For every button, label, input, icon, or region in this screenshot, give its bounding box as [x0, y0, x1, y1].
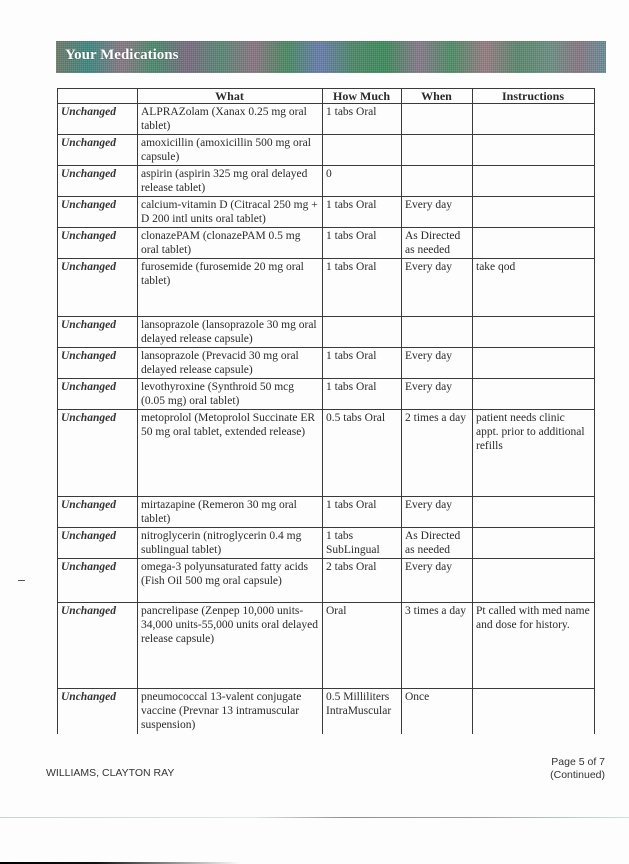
status-cell: Unchanged [58, 379, 138, 410]
what-cell: lansoprazole (lansoprazole 30 mg oral delayed release capsule) [138, 317, 323, 348]
instructions-cell [473, 104, 595, 135]
how-much-cell [323, 317, 402, 348]
instructions-cell [473, 689, 595, 734]
when-cell: 3 times a day [402, 603, 473, 689]
how-much-cell: 1 tabs Oral [323, 379, 402, 410]
status-cell: Unchanged [58, 317, 138, 348]
what-cell: amoxicillin (amoxicillin 500 mg oral capsule) [138, 135, 323, 166]
page-indicator [550, 756, 605, 782]
status-cell: Unchanged [58, 410, 138, 497]
table-row [58, 689, 595, 734]
instructions-cell [473, 559, 595, 603]
instructions-cell [473, 135, 595, 166]
table-row [58, 104, 595, 135]
how-much-cell [323, 135, 402, 166]
what-cell: pancrelipase (Zenpep 10,000 units-34,000 units-55,000 units oral delayed release capsule) [138, 603, 323, 689]
instructions-cell: Pt called with med name and dose for history. [473, 603, 595, 689]
how-much-cell: 1 tabs Oral [323, 259, 402, 317]
table-row [58, 379, 595, 410]
instructions-cell [473, 197, 595, 228]
table-row [58, 410, 595, 497]
page-divider [0, 817, 629, 818]
when-cell: Every day [402, 497, 473, 528]
instructions-cell [473, 166, 595, 197]
table-row [58, 603, 595, 689]
how-much-cell: 0.5 Milliliters IntraMuscular [323, 689, 402, 734]
what-cell: furosemide (furosemide 20 mg oral tablet) [138, 259, 323, 317]
status-cell: Unchanged [58, 689, 138, 734]
when-cell: Every day [402, 197, 473, 228]
when-cell: 2 times a day [402, 410, 473, 497]
status-cell: Unchanged [58, 559, 138, 603]
how-much-cell: 1 tabs Oral [323, 228, 402, 259]
what-cell: mirtazapine (Remeron 30 mg oral tablet) [138, 497, 323, 528]
status-cell: Unchanged [58, 497, 138, 528]
what-cell: levothyroxine (Synthroid 50 mcg (0.05 mg) oral tablet) [138, 379, 323, 410]
instructions-cell [473, 379, 595, 410]
how-much-cell: 1 tabs Oral [323, 348, 402, 379]
status-cell: Unchanged [58, 166, 138, 197]
how-much-cell: 1 tabs Oral [323, 497, 402, 528]
header-how-much: How Much [323, 89, 402, 104]
header-when: When [402, 89, 473, 104]
status-cell: Unchanged [58, 259, 138, 317]
scan-mark [18, 580, 25, 581]
what-cell: nitroglycerin (nitroglycerin 0.4 mg sublingual tablet) [138, 528, 323, 559]
instructions-cell: patient needs clinic appt. prior to additional refills [473, 410, 595, 497]
how-much-cell: 1 tabs Oral [323, 104, 402, 135]
status-cell: Unchanged [58, 603, 138, 689]
header-status [58, 89, 138, 104]
what-cell: calcium-vitamin D (Citracal 250 mg + D 200 intl units oral tablet) [138, 197, 323, 228]
instructions-cell [473, 497, 595, 528]
how-much-cell: 1 tabs SubLingual [323, 528, 402, 559]
table-row [58, 228, 595, 259]
section-banner [56, 41, 606, 73]
how-much-cell: 0 [323, 166, 402, 197]
table-row [58, 135, 595, 166]
status-cell: Unchanged [58, 228, 138, 259]
header-what: What [138, 89, 323, 104]
table-row [58, 497, 595, 528]
when-cell: As Directed as needed [402, 528, 473, 559]
section-title: Your Medications [65, 47, 179, 63]
medications-table [57, 88, 595, 734]
when-cell [402, 317, 473, 348]
when-cell: Every day [402, 379, 473, 410]
how-much-cell: 2 tabs Oral [323, 559, 402, 603]
status-cell: Unchanged [58, 135, 138, 166]
header-instructions: Instructions [473, 89, 595, 104]
status-cell: Unchanged [58, 104, 138, 135]
status-cell: Unchanged [58, 528, 138, 559]
when-cell [402, 166, 473, 197]
what-cell: omega-3 polyunsaturated fatty acids (Fish Oil 500 mg oral capsule) [138, 559, 323, 603]
patient-name: WILLIAMS, CLAYTON RAY [46, 767, 175, 779]
page-number: Page 5 of 7 [551, 756, 605, 768]
instructions-cell [473, 228, 595, 259]
table-header-row [58, 89, 595, 104]
when-cell: Once [402, 689, 473, 734]
when-cell: Every day [402, 559, 473, 603]
instructions-cell: take qod [473, 259, 595, 317]
instructions-cell [473, 317, 595, 348]
table-row [58, 259, 595, 317]
what-cell: ALPRAZolam (Xanax 0.25 mg oral tablet) [138, 104, 323, 135]
instructions-cell [473, 528, 595, 559]
table-row [58, 317, 595, 348]
continued-label: (Continued) [550, 769, 605, 781]
when-cell: Every day [402, 348, 473, 379]
when-cell: Every day [402, 259, 473, 317]
when-cell [402, 104, 473, 135]
table-row [58, 348, 595, 379]
when-cell [402, 135, 473, 166]
what-cell: lansoprazole (Prevacid 30 mg oral delayed release capsule) [138, 348, 323, 379]
what-cell: clonazePAM (clonazePAM 0.5 mg oral tablet) [138, 228, 323, 259]
how-much-cell: 0.5 tabs Oral [323, 410, 402, 497]
table-row [58, 559, 595, 603]
status-cell: Unchanged [58, 197, 138, 228]
table-row [58, 166, 595, 197]
instructions-cell [473, 348, 595, 379]
what-cell: pneumococcal 13-valent conjugate vaccine (Prevnar 13 intramuscular suspension) [138, 689, 323, 734]
table-row [58, 197, 595, 228]
when-cell: As Directed as needed [402, 228, 473, 259]
what-cell: aspirin (aspirin 325 mg oral delayed release tablet) [138, 166, 323, 197]
table-row [58, 528, 595, 559]
what-cell: metoprolol (Metoprolol Succinate ER 50 mg oral tablet, extended release) [138, 410, 323, 497]
status-cell: Unchanged [58, 348, 138, 379]
how-much-cell: Oral [323, 603, 402, 689]
how-much-cell: 1 tabs Oral [323, 197, 402, 228]
